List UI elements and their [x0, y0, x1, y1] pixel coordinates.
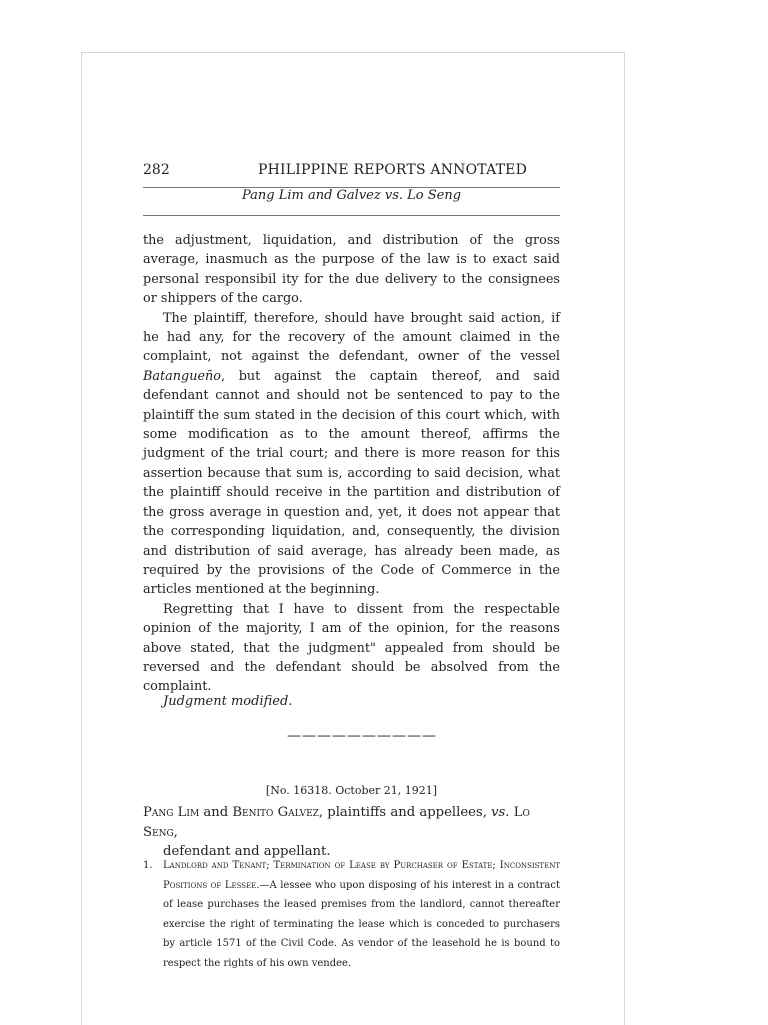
- parties-role-1: , plaintiffs and appellees,: [318, 805, 492, 820]
- page-number: 282: [143, 162, 170, 178]
- parties-line-1: [143, 803, 560, 842]
- judgment-line: Judgment modified.: [163, 694, 293, 709]
- versus: vs.: [491, 805, 510, 820]
- syllabus-text: A lessee who upon disposing of his interest in a contract of lease purchases the leased premises from the landlord, cannot thereafter exercise the right of terminating the lease which is conceded to purchasers by article 1571 of the Civil Code. As vendor of the leasehold he is bound to respect the rights of his own vendee.: [163, 879, 560, 969]
- parties-comma: ,: [173, 824, 178, 840]
- parties-line-2: defendant and appellant.: [163, 844, 331, 859]
- running-title: PHILIPPINE REPORTS ANNOTATED: [258, 162, 527, 178]
- paragraph-1: the adjustment, liquidation, and distribution of the gross average, inasmuch as the purpose of the law is to exact said personal responsibil ity for the due delivery to the consignees or shippers of the cargo.: [143, 233, 560, 307]
- header-rule-bottom: [143, 215, 560, 216]
- docket-line: [No. 16318. October 21, 1921]: [265, 784, 438, 797]
- syllabus-dash: —: [259, 879, 270, 891]
- vessel-name: Batangueño: [143, 368, 221, 384]
- paragraph-2-text-a: The plaintiff, therefore, should have brought said action, if he had any, for the recovery of the amount claimed in the complaint, not against the defendant, owner of the vessel: [143, 310, 560, 365]
- party-benito-galvez: Benito Galvez: [232, 805, 319, 820]
- page-header: [143, 160, 560, 182]
- paragraph-2-text-b: , but against the captain thereof, and said defendant cannot and should not be sentenced to pay to the plaintiff the sum stated in the decision of this court which, with some modification as to the amount thereof, affirms the judgment of the trial court; and there is more reason for this assertion because that sum is, according to said decision, what the plaintiff should receive in the partition and distribution of the gross average in question and, yet, it does not appear that the corresponding liquidation, and, consequently, the division and distribution of said average, has already been made, as required by the provisions of the Code of Commerce in the articles mentioned at the beginning.: [143, 368, 560, 598]
- case-parties: [143, 803, 560, 862]
- opinion-text: [143, 231, 560, 697]
- parties-and: and: [199, 805, 233, 820]
- party-pang-lim: Pang Lim: [143, 805, 200, 820]
- paragraph-3: Regretting that I have to dissent from the respectable opinion of the majority, I am of the opinion, for the reasons above stated, that the judgment" appealed from should be reversed and the defendant should be absolved from the complaint.: [143, 601, 560, 695]
- syllabus-number: 1.: [143, 860, 153, 871]
- section-separator: ——————————: [287, 728, 437, 744]
- party-lo-seng: Lo Seng: [143, 805, 530, 840]
- syllabus-body: [163, 856, 560, 974]
- syllabus-entry: [143, 856, 560, 974]
- paragraph-2: [143, 309, 560, 600]
- case-title-header: Pang Lim and Galvez vs. Lo Seng: [241, 188, 462, 203]
- syllabus-heading: Landlord and Tenant; Termination of Lease by Purchaser of Estate; Inconsistent Positions of Lessee.: [163, 860, 560, 891]
